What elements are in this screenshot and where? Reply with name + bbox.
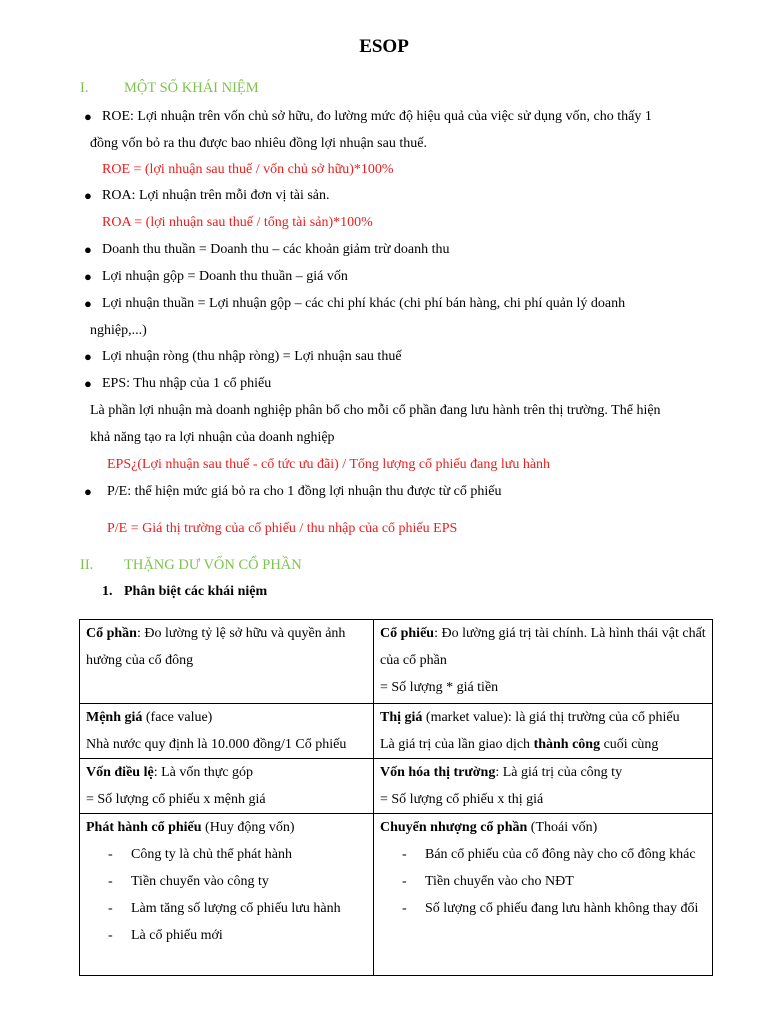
table-row [80, 620, 713, 704]
dash-icon: - [402, 847, 407, 862]
term-description: (face value) [142, 710, 213, 725]
dash-list [86, 841, 367, 949]
term-description: : Là vốn thực góp [153, 765, 254, 780]
roe-definition: ROE: Lợi nhuận trên vốn chủ sở hữu, đo lường mức độ hiệu quả của việc sử dụng vốn, cho thấy 1 [102, 109, 652, 124]
table-row [80, 759, 713, 814]
section-number: I. [80, 80, 89, 96]
term: Cổ phần [86, 626, 137, 641]
list-item: - Tiền chuyển vào công ty [86, 868, 367, 895]
eps-formula: EPS¿(Lợi nhuận sau thuế - cổ tức ưu đãi) / Tổng lượng cổ phiếu đang lưu hành [107, 457, 551, 472]
term-detail: Là giá trị của lần giao dịch [380, 737, 534, 752]
term: Chuyển nhượng cổ phần [380, 820, 528, 835]
dash-icon: - [108, 847, 113, 862]
operating-profit-definition-cont: nghiệp,...) [90, 323, 147, 338]
dash-icon: - [402, 901, 407, 916]
table-cell [374, 759, 713, 814]
list-item: - Tiền chuyển vào cho NĐT [380, 868, 706, 895]
term-formula: = Số lượng cổ phiếu x mệnh giá [86, 792, 266, 807]
bullet-icon: ● [84, 269, 92, 284]
table-row [80, 814, 713, 976]
section-heading-1 [80, 80, 259, 97]
bullet-icon: ● [84, 296, 92, 311]
pe-definition: P/E: thể hiện mức giá bỏ ra cho 1 đồng lợi nhuận thu được từ cổ phiếu [107, 484, 502, 499]
table-row [80, 704, 713, 759]
bullet-icon: ● [84, 484, 92, 499]
bullet-icon: ● [84, 376, 92, 391]
table-cell [80, 759, 374, 814]
bullet-icon: ● [84, 242, 92, 257]
eps-description-cont: khả năng tạo ra lợi nhuận của doanh nghiệp [90, 430, 335, 445]
term: Thị giá [380, 710, 423, 725]
term-formula: = Số lượng cổ phiếu x thị giá [380, 792, 544, 807]
term-detail: Nhà nước quy định là 10.000 đồng/1 Cổ phiếu [86, 737, 347, 752]
dash-icon: - [108, 928, 113, 943]
table-cell [80, 704, 374, 759]
bullet-icon: ● [84, 109, 92, 124]
pe-formula: P/E = Giá thị trường của cổ phiếu / thu nhập của cổ phiếu EPS [107, 521, 458, 536]
list-item: - Số lượng cổ phiếu đang lưu hành không thay đổi [380, 895, 706, 922]
table-cell [374, 620, 713, 704]
term: Mệnh giá [86, 710, 143, 725]
term-detail-emphasis: thành công [533, 737, 601, 752]
roa-formula: ROA = (lợi nhuận sau thuế / tổng tài sản)*100% [102, 215, 373, 230]
dash-icon: - [402, 874, 407, 889]
gross-profit-definition: Lợi nhuận gộp = Doanh thu thuần – giá vốn [102, 269, 348, 284]
term: Vốn điều lệ [86, 765, 154, 780]
dash-icon: - [108, 874, 113, 889]
term-formula: = Số lượng * giá tiền [380, 680, 499, 695]
table-cell [374, 704, 713, 759]
net-revenue-definition: Doanh thu thuần = Doanh thu – các khoản giảm trừ doanh thu [102, 242, 450, 257]
term-description: : Đo lường tỷ lệ sở hữu và quyền ảnh hưởng của cổ đông [86, 626, 346, 668]
section-label: THẶNG DƯ VỐN CỔ PHẦN [124, 557, 302, 573]
list-item: - Công ty là chủ thể phát hành [86, 841, 367, 868]
net-income-definition: Lợi nhuận ròng (thu nhập ròng) = Lợi nhuận sau thuế [102, 349, 402, 364]
subsection-number: 1. [102, 584, 113, 599]
term-description: (Thoái vốn) [527, 820, 598, 835]
section-label: MỘT SỐ KHÁI NIỆM [124, 80, 259, 96]
list-item: - Là cổ phiếu mới [86, 922, 367, 949]
bullet-icon: ● [84, 349, 92, 364]
table-cell [80, 814, 374, 976]
roe-definition-cont: đồng vốn bỏ ra thu được bao nhiêu đồng lợi nhuận sau thuế. [90, 136, 427, 151]
term-description: (market value): là giá thị trường của cổ phiếu [422, 710, 680, 725]
term-description: : Là giá trị của công ty [495, 765, 623, 780]
operating-profit-definition: Lợi nhuận thuần = Lợi nhuận gộp – các chi phí khác (chi phí bán hàng, chi phí quản lý doanh [102, 296, 626, 311]
term: Cổ phiếu [380, 626, 435, 641]
list-item: - Làm tăng số lượng cổ phiếu lưu hành [86, 895, 367, 922]
term-description: (Huy động vốn) [201, 820, 295, 835]
list-item: - Bán cổ phiếu của cổ đông này cho cổ đông khác [380, 841, 706, 868]
comparison-table [79, 619, 713, 976]
section-heading-2 [80, 557, 302, 574]
page-title: ESOP [359, 36, 409, 57]
subsection-label: Phân biệt các khái niệm [124, 584, 268, 599]
term: Vốn hóa thị trường [380, 765, 496, 780]
table-cell [80, 620, 374, 704]
dash-list [380, 841, 706, 922]
term-detail: cuối cùng [600, 737, 659, 752]
roe-formula: ROE = (lợi nhuận sau thuế / vốn chủ sở hữu)*100% [102, 162, 394, 177]
subsection-heading [102, 584, 267, 600]
term-description: : Đo lường giá trị tài chính. Là hình thái vật chất của cổ phần [380, 626, 706, 668]
eps-description: Là phần lợi nhuận mà doanh nghiệp phân bổ cho mỗi cổ phần đang lưu hành trên thị trường. Thể hiện [90, 403, 661, 418]
roa-definition: ROA: Lợi nhuận trên mỗi đơn vị tài sản. [102, 188, 330, 203]
eps-definition: EPS: Thu nhập của 1 cổ phiếu [102, 376, 272, 391]
dash-icon: - [108, 901, 113, 916]
term: Phát hành cổ phiếu [86, 820, 202, 835]
table-cell [374, 814, 713, 976]
section-number: II. [80, 557, 94, 573]
bullet-icon: ● [84, 188, 92, 203]
